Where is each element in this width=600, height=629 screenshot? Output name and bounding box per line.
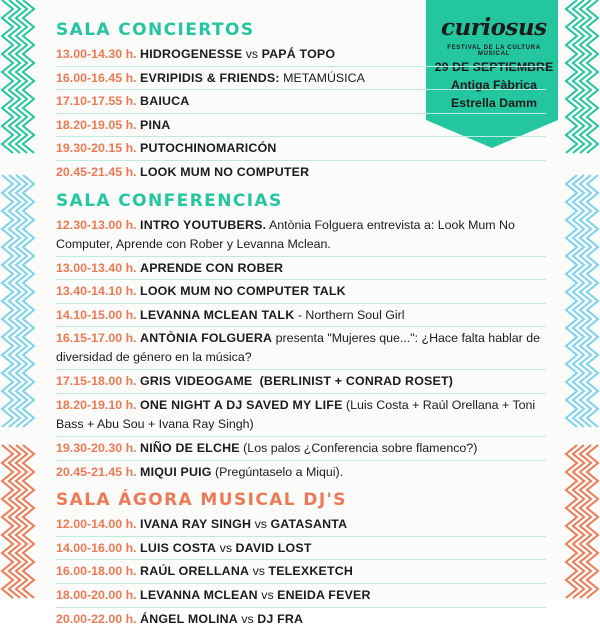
schedule-row: 17.10-17.55 h. BAIUCA (56, 91, 576, 112)
zigzag-line (16, 0, 27, 153)
schedule-row: 14.00-16.00 h. LUIS COSTA vs DAVID LOST (56, 538, 576, 559)
schedule (56, 12, 576, 629)
section-title-agora: SALA ÁGORA MUSICAL DJ'S (56, 488, 576, 512)
section-title-conciertos: SALA CONCIERTOS (56, 18, 576, 42)
schedule-row: 13.40-14.10 h. LOOK MUM NO COMPUTER TALK (56, 281, 576, 302)
schedule-row: 13.00-14.30 h. HIDROGENESSE vs PAPÁ TOPO (56, 44, 576, 65)
schedule-row: 18.20-19.05 h. PINA (56, 115, 576, 136)
schedule-row: 20.00-22.00 h. ÁNGEL MOLINA vs DJ FRA (56, 609, 576, 629)
event-date: 29 DE SEPTIEMBRE (426, 58, 562, 76)
festival-logo: curiosus (441, 14, 547, 41)
zigzag-line (23, 175, 34, 427)
venue-line-2: Estrella Damm (426, 94, 562, 112)
schedule-row: 18.00-20.00 h. LEVANNA MCLEAN vs ENEIDA FEVER (56, 585, 576, 606)
zigzag-line (580, 445, 591, 598)
section-title-conferencias: SALA CONFERENCIAS (56, 189, 576, 213)
schedule-row: 20.45-21.45 h. LOOK MUM NO COMPUTER (56, 162, 576, 183)
zigzag-line (580, 0, 591, 153)
schedule-row: 20.45-21.45 h. MIQUI PUIG (Pregúntaselo a Miqui). (56, 462, 576, 483)
zigzag-line (23, 0, 34, 153)
schedule-row: 16.15-17.00 h. ANTÒNIA FOLGUERA presenta "Mujeres que...": ¿Hace falta hablar de diversidad de género en la música? (56, 328, 554, 368)
schedule-row: 14.10-15.00 h. LEVANNA MCLEAN TALK - Northern Soul Girl (56, 305, 576, 326)
schedule-row: 18.20-19.10 h. ONE NIGHT A DJ SAVED MY LIFE (Luis Costa + Raúl Orellana + Toni Bass + Abu Sou + Ivana Ray Singh) (56, 395, 554, 435)
schedule-row: 19.30-20.30 h. NIÑO DE ELCHE (Los palos ¿Conferencia sobre flamenco?) (56, 438, 576, 459)
zigzag-line (2, 0, 13, 153)
zigzag-line (9, 445, 20, 598)
schedule-row: 16.00-18.00 h. RAÚL ORELLANA vs TELEXKETCH (56, 561, 576, 582)
zigzag-line (23, 445, 34, 598)
zigzag-line (16, 445, 27, 598)
festival-subtitle: FESTIVAL DE LA CULTURA MUSICAL (432, 45, 556, 57)
schedule-row: 12.30-13.00 h. INTRO YOUTUBERS. Antònia Folguera entrevista a: Look Mum No Computer, Aprende con Rober y Levanna Mclean. (56, 215, 554, 255)
zigzag-line (2, 445, 13, 598)
zigzag-line (587, 445, 598, 598)
schedule-row: 12.00-14.00 h. IVANA RAY SINGH vs GATASANTA (56, 514, 576, 535)
schedule-row: 16.00-16.45 h. EVRIPIDIS & FRIENDS: METAMÚSICA (56, 68, 576, 89)
zigzag-line (9, 0, 20, 153)
zigzag-line (587, 0, 598, 153)
schedule-row: 17.15-18.00 h. GRIS VIDEOGAME (BERLINIST + CONRAD ROSET) (56, 371, 576, 392)
schedule-row: 13.00-13.40 h. APRENDE CON ROBER (56, 258, 576, 279)
schedule-row: 19.30-20.15 h. PUTOCHINOMARICÓN (56, 138, 576, 159)
venue-line-1: Antiga Fàbrica (426, 76, 562, 94)
